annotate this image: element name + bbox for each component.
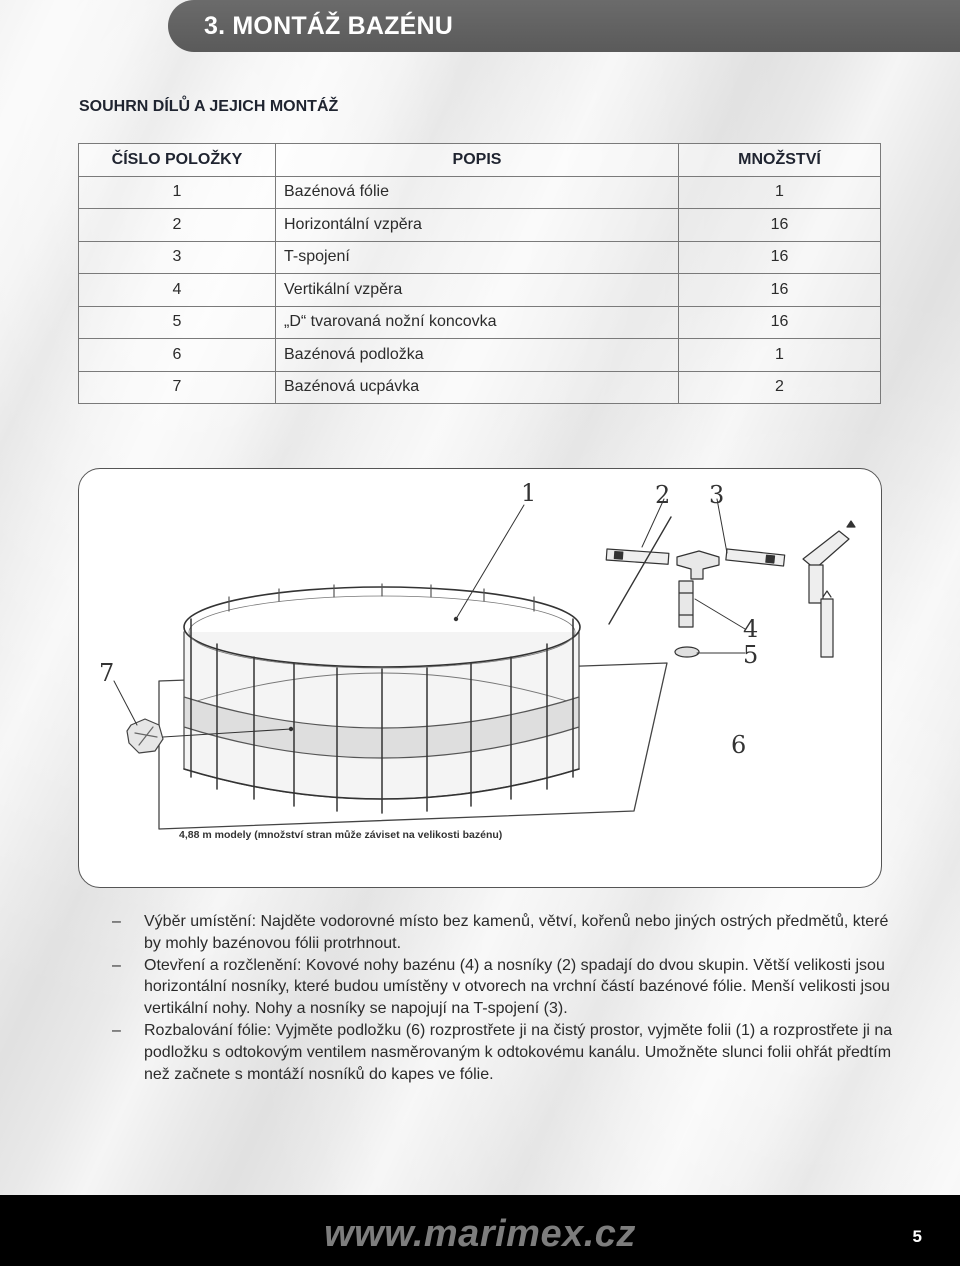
page-title: 3. MONTÁŽ BAZÉNU [204, 12, 454, 40]
page-number: 5 [912, 1227, 922, 1246]
item-description: Bazénová fólie [276, 176, 679, 209]
table-header-row [79, 144, 881, 177]
callout-3: 3 [709, 481, 725, 509]
column-header-item-number: ČÍSLO POLOŽKY [79, 144, 276, 177]
table-row [79, 306, 881, 339]
header-bar [168, 0, 960, 52]
assembly-diagram-panel [78, 468, 882, 888]
item-description: Bazénová podložka [276, 339, 679, 372]
item-quantity: 16 [679, 274, 881, 307]
item-description: Horizontální vzpěra [276, 209, 679, 242]
item-description: T-spojení [276, 241, 679, 274]
item-description: „D“ tvarovaná nožní koncovka [276, 306, 679, 339]
instruction-text: Výběr umístění: Najděte vodorovné místo bez kamenů, větví, kořenů nebo jiných ostrých předmětů, které by mohly bazénovou fólii protrhnout. [144, 913, 889, 952]
figure-caption: 4,88 m modely (množství stran může záviset na velikosti bazénu) [179, 829, 503, 841]
item-description: Bazénová ucpávka [276, 371, 679, 404]
foot-cap-part [675, 647, 699, 657]
t-joint-part [677, 551, 719, 579]
callout-1: 1 [521, 479, 537, 507]
item-number: 1 [79, 176, 276, 209]
pool-assembly-drawing [79, 469, 881, 887]
bullet-dash: – [112, 1021, 121, 1039]
table-row [79, 274, 881, 307]
callout-7: 7 [99, 659, 115, 687]
item-quantity: 16 [679, 241, 881, 274]
bullet-dash: – [112, 913, 121, 930]
callout-5: 5 [743, 641, 759, 669]
table-row [79, 371, 881, 404]
item-quantity: 16 [679, 209, 881, 242]
item-quantity: 1 [679, 176, 881, 209]
instruction-text: Otevření a rozčlenění: Kovové nohy bazénu (4) a nosníky (2) spadají do dvou skupin. Větší velikosti jsou horizontální nosníky, které budou umístěny v otvorech na vrchní částí bazénové fólie. Menší velikosti jsou vertikální nohy. Nohy a nosníky se napojují na T-spojení (3). [144, 956, 890, 1018]
instruction-item [112, 955, 902, 1020]
parts-table [78, 143, 881, 404]
column-header-description: POPIS [276, 144, 679, 177]
table-row [79, 209, 881, 242]
instructions-text [112, 911, 902, 1085]
item-number: 5 [79, 306, 276, 339]
table-row [79, 176, 881, 209]
leg-detail [821, 591, 833, 657]
callout-4: 4 [743, 615, 759, 643]
website-url: www.marimex.cz [324, 1213, 636, 1255]
item-quantity: 2 [679, 371, 881, 404]
item-number: 7 [79, 371, 276, 404]
item-number: 4 [79, 274, 276, 307]
table-row [79, 241, 881, 274]
item-number: 3 [79, 241, 276, 274]
instruction-text: Rozbalování fólie: Vyjměte podložku (6) rozprostřete ji na čistý prostor, vyjměte folii (1) a rozprostřete ji na podložku s odtokovým ventilem nasměrovaným k odtokovému kanálu. Umožněte slunci folii ohřát předtím než začnete s montáží nosníků do kapes ve fólie. [144, 1021, 893, 1083]
item-quantity: 1 [679, 339, 881, 372]
vertical-leg-part [679, 581, 693, 627]
column-header-quantity: MNOŽSTVÍ [679, 144, 881, 177]
bullet-dash: – [112, 956, 121, 974]
beam-part-right [726, 549, 785, 566]
item-number: 6 [79, 339, 276, 372]
item-number: 2 [79, 209, 276, 242]
beam-detail [803, 521, 855, 603]
callout-2: 2 [655, 481, 671, 509]
footer-bar [0, 1195, 960, 1266]
instruction-item [112, 1020, 902, 1085]
beam-part-left [606, 549, 669, 564]
table-row [79, 339, 881, 372]
section-title: SOUHRN DÍLŮ A JEJICH MONTÁŽ [79, 98, 339, 115]
item-description: Vertikální vzpěra [276, 274, 679, 307]
pool-plug-drawing [127, 719, 163, 753]
callout-6: 6 [731, 731, 747, 759]
instruction-item [112, 911, 902, 955]
item-quantity: 16 [679, 306, 881, 339]
